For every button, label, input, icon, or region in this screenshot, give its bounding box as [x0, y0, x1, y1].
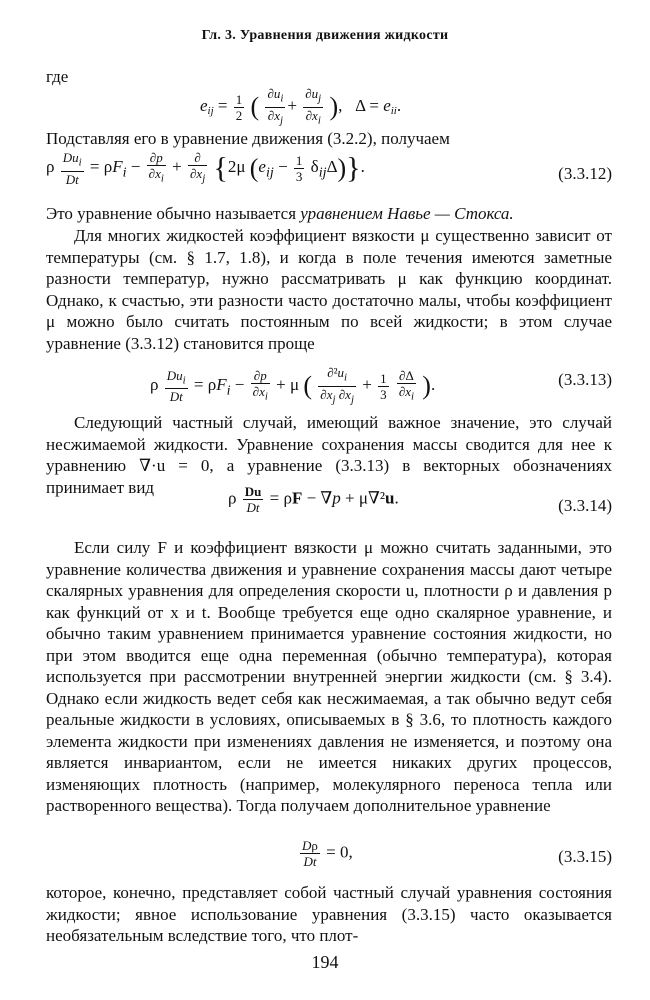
viscosity-paragraph: Для многих жидкостей коэффициент вязкости μ существенно зависит от температуры (см. § 1.7, 1.8), и когда в поле течения имеются заметные разности температур, нужно рассматривать μ как функцию координат. Однако, к счастью, эти разности часто достаточно малы, чтобы коэффициент μ можно было считать постоянным по всей жидкости; в этом случае уравнение (3.3.12) становится проще — [46, 226, 612, 353]
equation-3-3-14: ρ $\frac{Du}{Dt}$ = ρF − ∇p + μ∇²u. — [228, 484, 399, 515]
substituting-paragraph: Подставляя его в уравнение движения (3.2.2), получаем — [46, 129, 450, 148]
page-number: 194 — [311, 952, 339, 972]
force-paragraph: Если силу F и коэффициент вязкости μ можно считать заданными, это уравнение количества движения и уравнение сохранения массы дают четыре скалярных уравнения для определения скорости u, плотности ρ и давления p как функций от x и t. Вообще требуется еще одно скалярное уравнение, и обычно таким уравнением принимается уравнение состояния жидкости, но при этом вводится еще одна переменная (обычно температура), которая используется при рассмотрении внутренней энергии жидкости (см. § 3.4). Однако если жидкость ведет себя как несжимаемая, а так обычно ведут себя реальные жидкости в условиях, описываемых в § 3.6, то плотность каждого элемента жидкости при изменениях давления не изменяется, и поэтому она является инвариантом, если не имеется никаких других процессов, изменяющих плотность (например, молекулярного переноса тепла или растворенного вещества). Тогда получаем дополнительное уравнение — [46, 538, 612, 815]
equation-number-3-3-14: (3.3.14) — [558, 496, 612, 515]
equation-number-3-3-12: (3.3.12) — [558, 164, 612, 183]
equation-3-3-15: $\frac{D\rho}{Dt}$ = 0, — [302, 838, 353, 869]
navier-stokes-paragraph — [46, 203, 612, 225]
where-text: где — [46, 67, 69, 86]
equation-3-3-12: ρ $\frac{Du_i}{Dt}$ = $\rho F_i$ − $\frac{\partial p}{\partial x_i}$ + $\frac{\partial}{\partial x_j}$ {2μ ($e_{ij}$ − $\frac{1}{3}$ $\delta_{ij}\Delta$)}. — [46, 150, 365, 187]
equation-3-3-13: ρ $\frac{Du_i}{Dt}$ = $\rho F_i$ − $\frac{\partial p}{\partial x_i}$ + μ ( $\frac{\partial^2u_i}{\partial x_j \partial x_j}$ + $\frac{1}{3}$ $\frac{\partial\Delta}{\partial x_i}$ ). — [150, 365, 436, 406]
running-header: Гл. 3. Уравнения движения жидкости — [201, 28, 449, 43]
navier-stokes-term: уравнением Навье — Стокса. — [300, 204, 514, 223]
strain-rate-equation: $e_{ij}$ = $\frac{1}{2}$ ( $\frac{\partial u_i}{\partial x_j}$ + $\frac{\partial u_j}{\partial x_i}$ ), $\Delta = e_{ii}$. — [200, 86, 402, 127]
equation-number-3-3-15: (3.3.15) — [558, 847, 612, 866]
equation-number-3-3-13: (3.3.13) — [558, 370, 612, 389]
incompressible-paragraph: Следующий частный случай, имеющий важное значение, это случай несжимаемой жидкости. Уравнение сохранения массы сводится для нее к уравнению ∇·u = 0, а уравнение (3.3.13) в векторных обозначениях принимает вид — [46, 413, 612, 497]
navier-text: Это уравнение обычно называется — [46, 204, 301, 223]
last-paragraph: которое, конечно, представляет собой частный случай уравнения состояния жидкости; явное использование уравнения (3.3.15) часто оказывается необязательным вследствие того, что плот- — [46, 883, 612, 945]
